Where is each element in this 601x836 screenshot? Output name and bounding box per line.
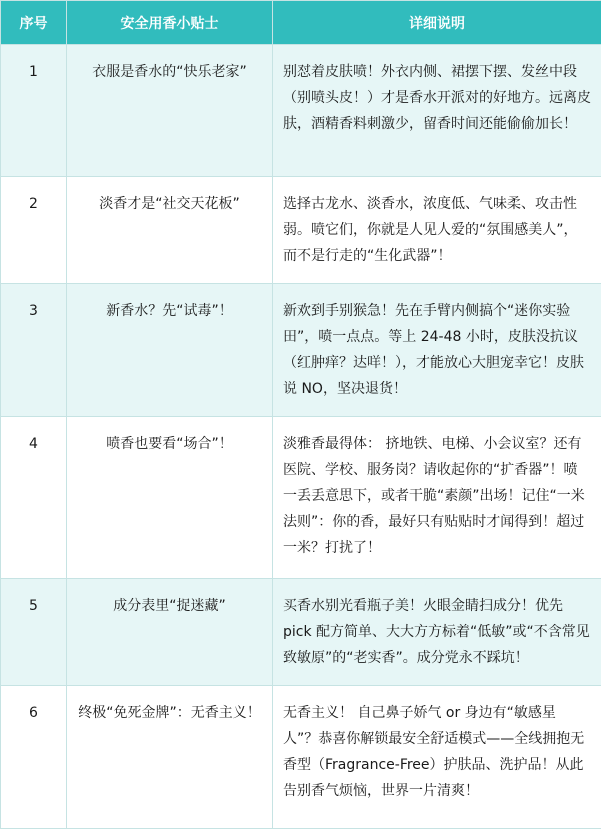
row-tip: 终极“免死金牌”：无香主义！ [67, 686, 273, 829]
row-detail: 无香主义！ 自己鼻子娇气 or 身边有“敏感星人”？恭喜你解锁最安全舒适模式——全线拥抱无香型（Fragrance-Free）护肤品、洗护品！从此告别香气烦恼，世界一片清爽！ [273, 686, 601, 829]
row-number: 2 [1, 177, 67, 284]
row-detail: 选择古龙水、淡香水，浓度低、气味柔、攻击性弱。喷它们，你就是人见人爱的“氛围感美人”，而不是行走的“生化武器”！ [273, 177, 601, 284]
table-row [1, 177, 601, 284]
row-number: 3 [1, 284, 67, 417]
table-row [1, 686, 601, 829]
table-row [1, 579, 601, 686]
row-detail: 新欢到手别猴急！先在手臂内侧搞个“迷你实验田”，喷一点点。等上 24-48 小时，皮肤没抗议（红肿痒？达咩！），才能放心大胆宠幸它！皮肤说 NO，坚决退货！ [273, 284, 601, 417]
row-number: 6 [1, 686, 67, 829]
table-row [1, 45, 601, 177]
table-row [1, 284, 601, 417]
table-row [1, 417, 601, 579]
row-number: 5 [1, 579, 67, 686]
row-tip: 新香水？先“试毒”！ [67, 284, 273, 417]
header-row [1, 1, 601, 45]
row-number: 1 [1, 45, 67, 177]
row-tip: 喷香也要看“场合”！ [67, 417, 273, 579]
header-tip: 安全用香小贴士 [67, 1, 273, 45]
table-header [1, 1, 601, 45]
row-tip: 淡香才是“社交天花板” [67, 177, 273, 284]
row-tip: 衣服是香水的“快乐老家” [67, 45, 273, 177]
row-number: 4 [1, 417, 67, 579]
row-detail: 别怼着皮肤喷！外衣内侧、裙摆下摆、发丝中段（别喷头皮！）才是香水开派对的好地方。远离皮肤，酒精香料刺激少，留香时间还能偷偷加长！ [273, 45, 601, 177]
row-tip: 成分表里“捉迷藏” [67, 579, 273, 686]
header-num: 序号 [1, 1, 67, 45]
row-detail: 淡雅香最得体： 挤地铁、电梯、小会议室？还有医院、学校、服务岗？请收起你的“扩香器”！喷一丢丢意思下，或者干脆“素颜”出场！记住“一米法则”：你的香，最好只有贴贴时才闻得到！超过一米？打扰了！ [273, 417, 601, 579]
header-detail: 详细说明 [273, 1, 601, 45]
row-detail: 买香水别光看瓶子美！火眼金睛扫成分！优先 pick 配方简单、大大方方标着“低敏”或“不含常见致敏原”的“老实香”。成分党永不踩坑！ [273, 579, 601, 686]
table-body [1, 45, 601, 829]
